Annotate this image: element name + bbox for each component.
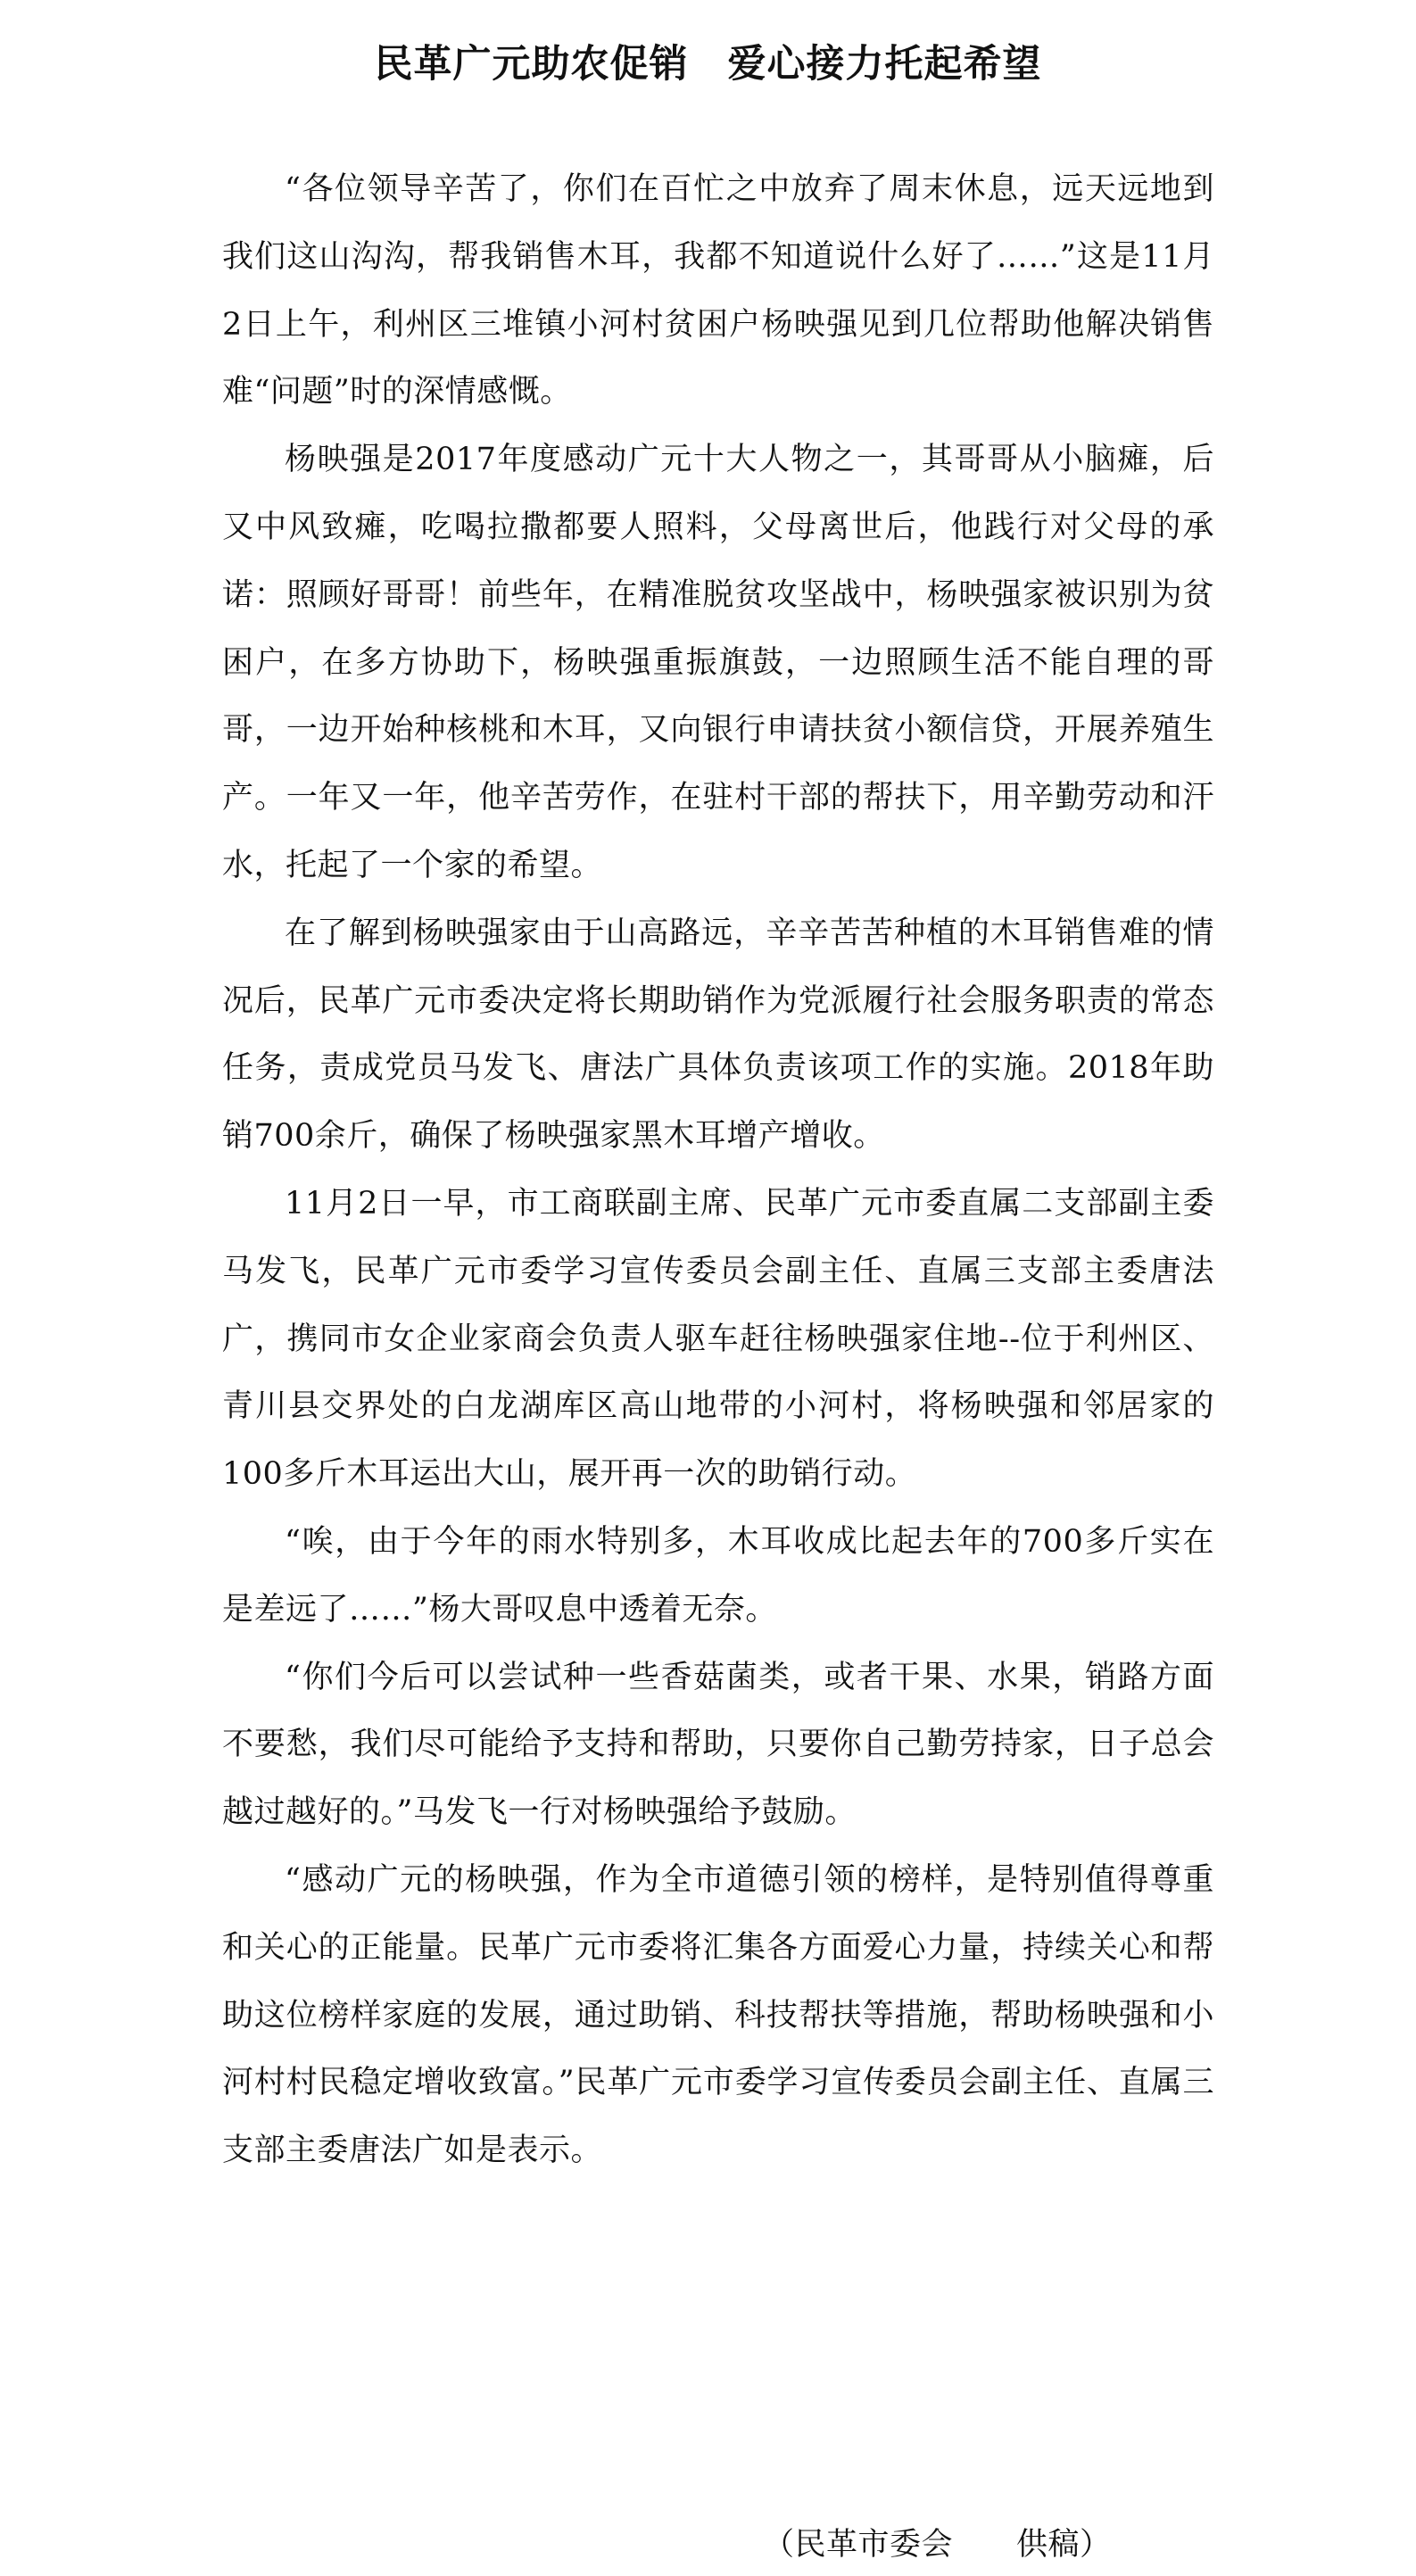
paragraph-quote-opening: “各位领导辛苦了，你们在百忙之中放弃了周末休息，远天远地到我们这山沟沟，帮我销售木耳，我都不知道说什么好了……”这是11月2日上午，利州区三堆镇小河村贫困户杨映强见到几位帮助他解决销售难“问题”时的深情感慨。: [222, 171, 1214, 410]
article-credit: （民革市委会 供稿）: [763, 2527, 1112, 2563]
paragraph-closing-statement: “感动广元的杨映强，作为全市道德引领的榜样，是特别值得尊重和关心的正能量。民革广元市委将汇集各方面爱心力量，持续关心和帮助这位榜样家庭的发展，通过助销、科技帮扶等措施，帮助杨映强和小河村村民稳定增收致富。”民革广元市委学习宣传委员会副主任、直属三支部主委唐法广如是表示。: [222, 1861, 1214, 2169]
paragraph-visit: 11月2日一早，市工商联副主席、民革广元市委直属二支部副主委马发飞，民革广元市委学习宣传委员会副主任、直属三支部主委唐法广，携同市女企业家商会负责人驱车赶往杨映强家住地--位于利州区、青川县交界处的白龙湖库区高山地带的小河村，将杨映强和邻居家的100多斤木耳运出大山，展开再一次的助销行动。: [222, 1185, 1214, 1493]
article-body: [222, 156, 1214, 2185]
article-title: 民革广元助农促销 爱心接力托起希望: [374, 41, 1042, 87]
paragraph-background: 杨映强是2017年度感动广元十大人物之一，其哥哥从小脑瘫，后又中风致瘫，吃喝拉撒都要人照料，父母离世后，他践行对父母的承诺：照顾好哥哥！前些年，在精准脱贫攻坚战中，杨映强家被识别为贫困户，在多方协助下，杨映强重振旗鼓，一边照顾生活不能自理的哥哥，一边开始种核桃和木耳，又向银行申请扶贫小额信贷，开展养殖生产。一年又一年，他辛苦劳作，在驻村干部的帮扶下，用辛勤劳动和汗水，托起了一个家的希望。: [222, 442, 1214, 883]
paragraph-encouragement: “你们今后可以尝试种一些香菇菌类，或者干果、水果，销路方面不要愁，我们尽可能给予支持和帮助，只要你自己勤劳持家，日子总会越过越好的。”马发飞一行对杨映强给予鼓励。: [222, 1659, 1214, 1831]
paragraph-sales-support: 在了解到杨映强家由于山高路远，辛辛苦苦种植的木耳销售难的情况后，民革广元市委决定将长期助销作为党派履行社会服务职责的常态任务，责成党员马发飞、唐法广具体负责该项工作的实施。2018年助销700余斤，确保了杨映强家黑木耳增产增收。: [222, 915, 1214, 1155]
paragraph-sigh-quote: “唉，由于今年的雨水特别多，木耳收成比起去年的700多斤实在是差远了……”杨大哥叹息中透着无奈。: [222, 1523, 1214, 1628]
